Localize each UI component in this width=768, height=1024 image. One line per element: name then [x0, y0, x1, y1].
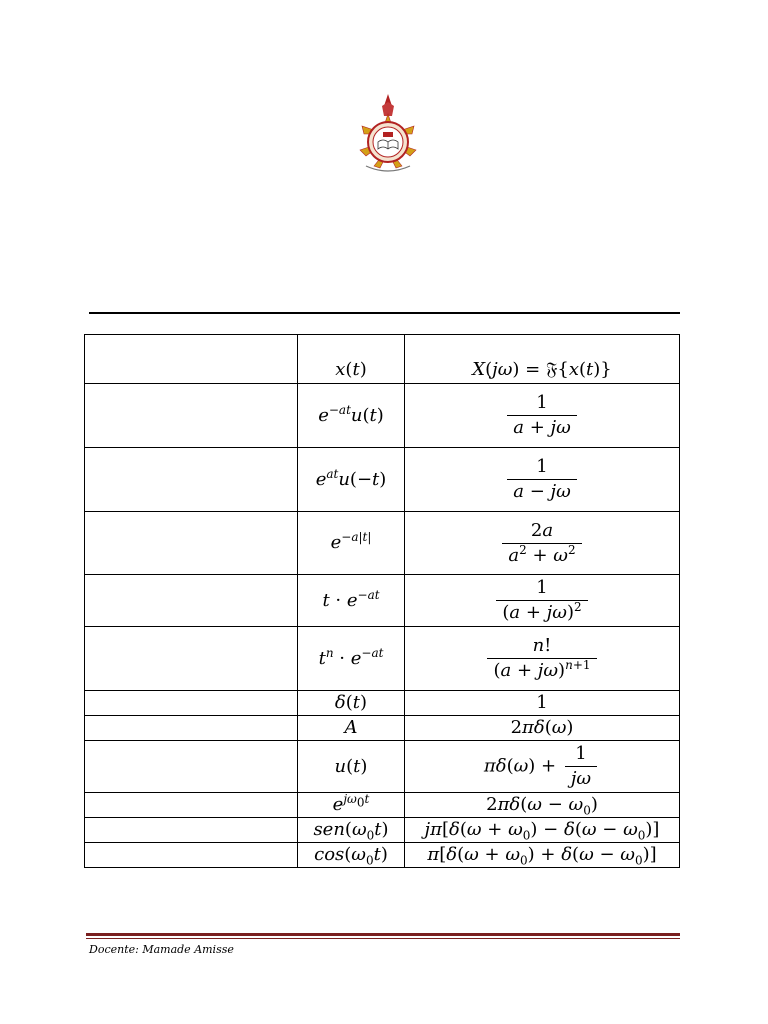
transform-cell: $\frac{1}{a + j\omega}$ — [405, 384, 680, 448]
signal-cell: $e^{at}u(-t)$ — [298, 448, 405, 512]
transform-cell: $2\pi\delta(\omega - \omega_0)$ — [405, 793, 680, 818]
transform-cell: $\pi[\delta(\omega + \omega_0) + \delta(\omega - \omega_0)]$ — [405, 843, 680, 868]
table-row — [85, 793, 680, 818]
row-label-cell — [85, 627, 298, 691]
table-row — [85, 448, 680, 512]
table-header-row — [85, 335, 680, 384]
row-label-cell — [85, 384, 298, 448]
transform-cell: πδ(ω) + $\frac{1}{j\omega}$ — [405, 741, 680, 793]
table-row — [85, 741, 680, 793]
table-row — [85, 512, 680, 575]
transform-cell: $\frac{1}{a - j\omega}$ — [405, 448, 680, 512]
transform-cell: 2πδ(ω) — [405, 716, 680, 741]
table-row — [85, 818, 680, 843]
signal-cell: $\cos(\omega_0t)$ — [298, 843, 405, 868]
signal-cell: u(t) — [298, 741, 405, 793]
header-rule — [89, 312, 680, 314]
signal-cell: $sen(\omega_0t)$ — [298, 818, 405, 843]
transform-cell: $\frac{2a}{a^2 + \omega^2}$ — [405, 512, 680, 575]
header-transform-cell: X(jω) = 𝔉{x(t)} — [405, 335, 680, 384]
signal-cell: $e^{j\omega_0t}$ — [298, 793, 405, 818]
header-label-cell — [85, 335, 298, 384]
transform-cell: $\frac{n!}{(a + j\omega)^{n+1}}$ — [405, 627, 680, 691]
row-label-cell — [85, 448, 298, 512]
signal-cell: $e^{-at}u(t)$ — [298, 384, 405, 448]
table-row — [85, 627, 680, 691]
table-row — [85, 691, 680, 716]
footer-rule — [86, 933, 680, 936]
row-label-cell — [85, 716, 298, 741]
row-label-cell — [85, 691, 298, 716]
transform-cell: $\frac{1}{(a + j\omega)^2}$ — [405, 575, 680, 627]
table-row — [85, 843, 680, 868]
signal-cell: A — [298, 716, 405, 741]
footer-author: Docente: Mamade Amisse — [89, 943, 234, 956]
table-row — [85, 716, 680, 741]
row-label-cell — [85, 512, 298, 575]
row-label-cell — [85, 793, 298, 818]
signal-cell: δ(t) — [298, 691, 405, 716]
table-row — [85, 575, 680, 627]
transform-cell: $j\pi[\delta(\omega + \omega_0) - \delta(\omega - \omega_0)]$ — [405, 818, 680, 843]
signal-cell: $e^{-a|t|}$ — [298, 512, 405, 575]
university-crest-icon — [352, 92, 424, 176]
table-row — [85, 384, 680, 448]
signal-cell: $t \cdot e^{-at}$ — [298, 575, 405, 627]
footer-rule-thin — [86, 938, 680, 939]
row-label-cell — [85, 818, 298, 843]
header-signal-cell: x(t) — [298, 335, 405, 384]
transform-cell: 1 — [405, 691, 680, 716]
fourier-transform-table — [84, 334, 680, 868]
row-label-cell — [85, 843, 298, 868]
row-label-cell — [85, 575, 298, 627]
signal-cell: $t^n \cdot e^{-at}$ — [298, 627, 405, 691]
row-label-cell — [85, 741, 298, 793]
